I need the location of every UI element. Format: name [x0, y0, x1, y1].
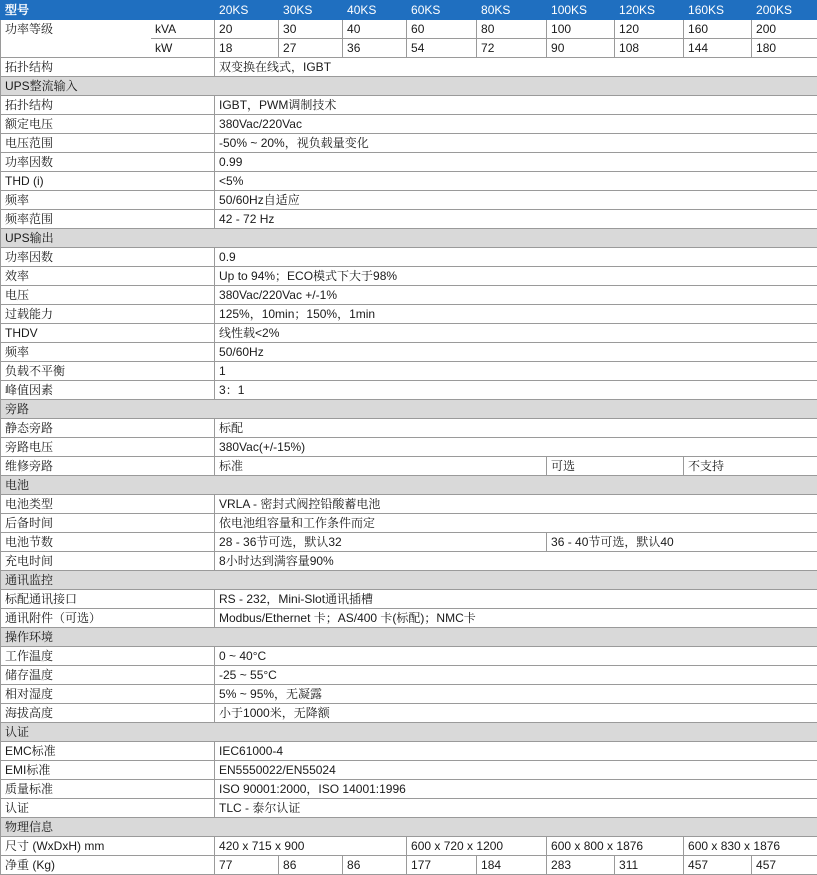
row-value: 600 x 800 x 1876: [547, 837, 684, 856]
row-value: 1: [215, 362, 817, 381]
row-value: 120: [615, 20, 684, 39]
table-row: [1, 134, 817, 153]
table-row: [1, 457, 817, 476]
row-value: Up to 94%；ECO模式下大于98%: [215, 267, 817, 286]
row-value: 380Vac/220Vac: [215, 115, 817, 134]
table-row: [1, 742, 817, 761]
table-row: [1, 248, 817, 267]
table-row: [1, 58, 817, 77]
row-value: 30: [279, 20, 343, 39]
table-row: [1, 856, 817, 875]
row-value: 380Vac(+/-15%): [215, 438, 817, 457]
row-value: 36: [343, 39, 407, 58]
table-row: [1, 96, 817, 115]
row-label: 额定电压: [1, 115, 215, 134]
row-value: 184: [477, 856, 547, 875]
row-value: 180: [752, 39, 817, 58]
row-label: 峰值因素: [1, 381, 215, 400]
row-label: 认证: [1, 799, 215, 818]
row-value: 100: [547, 20, 615, 39]
row-value: 小于1000米，无降额: [215, 704, 817, 723]
row-value: 线性载<2%: [215, 324, 817, 343]
row-label: 标配通讯接口: [1, 590, 215, 609]
row-label: 后备时间: [1, 514, 215, 533]
section-title: 物理信息: [1, 818, 817, 837]
row-value: 311: [615, 856, 684, 875]
row-label: EMC标准: [1, 742, 215, 761]
section-header-row: [1, 476, 817, 495]
row-value: 双变换在线式，IGBT: [215, 58, 817, 77]
row-label: THDV: [1, 324, 215, 343]
header-model-6: 120KS: [615, 1, 684, 20]
row-label: 电池节数: [1, 533, 215, 552]
row-value: 200: [752, 20, 817, 39]
section-header-row: [1, 229, 817, 248]
row-value: 依电池组容量和工作条件而定: [215, 514, 817, 533]
row-value: ISO 90001:2000，ISO 14001:1996: [215, 780, 817, 799]
row-label: 电压范围: [1, 134, 215, 153]
table-row: [1, 552, 817, 571]
row-label: 质量标准: [1, 780, 215, 799]
table-row: [1, 172, 817, 191]
table-row: [1, 799, 817, 818]
table-row: [1, 210, 817, 229]
row-value: 80: [477, 20, 547, 39]
row-value: 86: [343, 856, 407, 875]
row-label: 静态旁路: [1, 419, 215, 438]
row-value: 177: [407, 856, 477, 875]
row-value: 108: [615, 39, 684, 58]
row-value: 3：1: [215, 381, 817, 400]
table-row: [1, 837, 817, 856]
table-row: [1, 20, 817, 39]
row-label: 过载能力: [1, 305, 215, 324]
section-header-row: [1, 77, 817, 96]
row-label: 频率: [1, 343, 215, 362]
row-value: 457: [752, 856, 817, 875]
row-value: RS - 232，Mini-Slot通讯插槽: [215, 590, 817, 609]
table-row: [1, 153, 817, 172]
section-header-row: [1, 571, 817, 590]
section-title: 旁路: [1, 400, 817, 419]
table-row: [1, 780, 817, 799]
row-label: 维修旁路: [1, 457, 215, 476]
section-header-row: [1, 400, 817, 419]
row-value: 可选: [547, 457, 684, 476]
row-label: 旁路电压: [1, 438, 215, 457]
row-label: 功率等级: [1, 20, 151, 39]
row-label: 通讯附件（可选）: [1, 609, 215, 628]
row-value: IGBT，PWM调制技术: [215, 96, 817, 115]
table-row: [1, 761, 817, 780]
table-row: [1, 39, 817, 58]
row-value: 27: [279, 39, 343, 58]
table-row: [1, 438, 817, 457]
section-title: UPS整流输入: [1, 77, 817, 96]
row-value: 380Vac/220Vac +/-1%: [215, 286, 817, 305]
row-value: 标准: [215, 457, 547, 476]
row-value: 8小时达到满容量90%: [215, 552, 817, 571]
row-label: 电压: [1, 286, 215, 305]
row-value: 0 ~ 40°C: [215, 647, 817, 666]
header-model-8: 200KS: [752, 1, 817, 20]
table-row: [1, 685, 817, 704]
row-label: EMI标准: [1, 761, 215, 780]
row-value: IEC61000-4: [215, 742, 817, 761]
table-row: [1, 324, 817, 343]
table-row: [1, 533, 817, 552]
section-title: UPS输出: [1, 229, 817, 248]
spec-table-body: [1, 1, 817, 875]
row-label: 功率因数: [1, 153, 215, 172]
row-label: 工作温度: [1, 647, 215, 666]
header-model-2: 40KS: [343, 1, 407, 20]
section-header-row: [1, 723, 817, 742]
row-value: 90: [547, 39, 615, 58]
row-value: 457: [684, 856, 752, 875]
section-title: 电池: [1, 476, 817, 495]
row-value: 0.99: [215, 153, 817, 172]
row-label: 拓扑结构: [1, 58, 215, 77]
section-header-row: [1, 628, 817, 647]
row-value: 144: [684, 39, 752, 58]
row-value: VRLA - 密封式阀控铅酸蓄电池: [215, 495, 817, 514]
row-unit-label: kVA: [151, 20, 215, 39]
row-label: 充电时间: [1, 552, 215, 571]
row-label: 相对湿度: [1, 685, 215, 704]
row-label: 净重 (Kg): [1, 856, 215, 875]
row-value: 40: [343, 20, 407, 39]
table-row: [1, 495, 817, 514]
row-value: 420 x 715 x 900: [215, 837, 407, 856]
row-value: 600 x 830 x 1876: [684, 837, 817, 856]
row-value: 160: [684, 20, 752, 39]
table-row: [1, 286, 817, 305]
row-label: 效率: [1, 267, 215, 286]
row-value: TLC - 泰尔认证: [215, 799, 817, 818]
row-value: 50/60Hz自适应: [215, 191, 817, 210]
header-model-3: 60KS: [407, 1, 477, 20]
row-label: 负载不平衡: [1, 362, 215, 381]
table-row: [1, 305, 817, 324]
section-title: 认证: [1, 723, 817, 742]
section-header-row: [1, 818, 817, 837]
table-row: [1, 115, 817, 134]
header-model-0: 20KS: [215, 1, 279, 20]
row-label: 拓扑结构: [1, 96, 215, 115]
table-row: [1, 647, 817, 666]
table-row: [1, 590, 817, 609]
header-model-label: 型号: [1, 1, 215, 20]
row-value: 125%，10min；150%，1min: [215, 305, 817, 324]
row-value: 5% ~ 95%，无凝露: [215, 685, 817, 704]
header-model-7: 160KS: [684, 1, 752, 20]
row-value: 77: [215, 856, 279, 875]
header-model-5: 100KS: [547, 1, 615, 20]
header-model-1: 30KS: [279, 1, 343, 20]
row-value: 42 - 72 Hz: [215, 210, 817, 229]
row-value: 20: [215, 20, 279, 39]
row-label: 频率: [1, 191, 215, 210]
table-row: [1, 381, 817, 400]
row-value: -50% ~ 20%，视负载量变化: [215, 134, 817, 153]
table-row: [1, 419, 817, 438]
row-label: 尺寸 (WxDxH) mm: [1, 837, 215, 856]
row-value: -25 ~ 55°C: [215, 666, 817, 685]
row-value: 标配: [215, 419, 817, 438]
table-row: [1, 609, 817, 628]
row-value: 18: [215, 39, 279, 58]
table-header-row: [1, 1, 817, 20]
row-label: 频率范围: [1, 210, 215, 229]
table-row: [1, 191, 817, 210]
row-label: 电池类型: [1, 495, 215, 514]
row-value: EN5550022/EN55024: [215, 761, 817, 780]
row-value: 50/60Hz: [215, 343, 817, 362]
row-value: Modbus/Ethernet 卡；AS/400 卡(标配)；NMC卡: [215, 609, 817, 628]
row-value: 283: [547, 856, 615, 875]
row-value: 600 x 720 x 1200: [407, 837, 547, 856]
table-row: [1, 343, 817, 362]
row-value: 86: [279, 856, 343, 875]
row-value: 36 - 40节可选，默认40: [547, 533, 817, 552]
section-title: 通讯监控: [1, 571, 817, 590]
row-value: 60: [407, 20, 477, 39]
row-value: 0.9: [215, 248, 817, 267]
table-row: [1, 704, 817, 723]
row-label: 海拔高度: [1, 704, 215, 723]
row-value: 不支持: [684, 457, 817, 476]
row-value: <5%: [215, 172, 817, 191]
row-label: [1, 39, 151, 58]
row-label: 功率因数: [1, 248, 215, 267]
row-value: 72: [477, 39, 547, 58]
row-label: THD (i): [1, 172, 215, 191]
header-model-4: 80KS: [477, 1, 547, 20]
table-row: [1, 267, 817, 286]
section-title: 操作环境: [1, 628, 817, 647]
table-row: [1, 362, 817, 381]
row-unit-label: kW: [151, 39, 215, 58]
table-row: [1, 514, 817, 533]
row-value: 54: [407, 39, 477, 58]
row-label: 储存温度: [1, 666, 215, 685]
row-value: 28 - 36节可选，默认32: [215, 533, 547, 552]
table-row: [1, 666, 817, 685]
